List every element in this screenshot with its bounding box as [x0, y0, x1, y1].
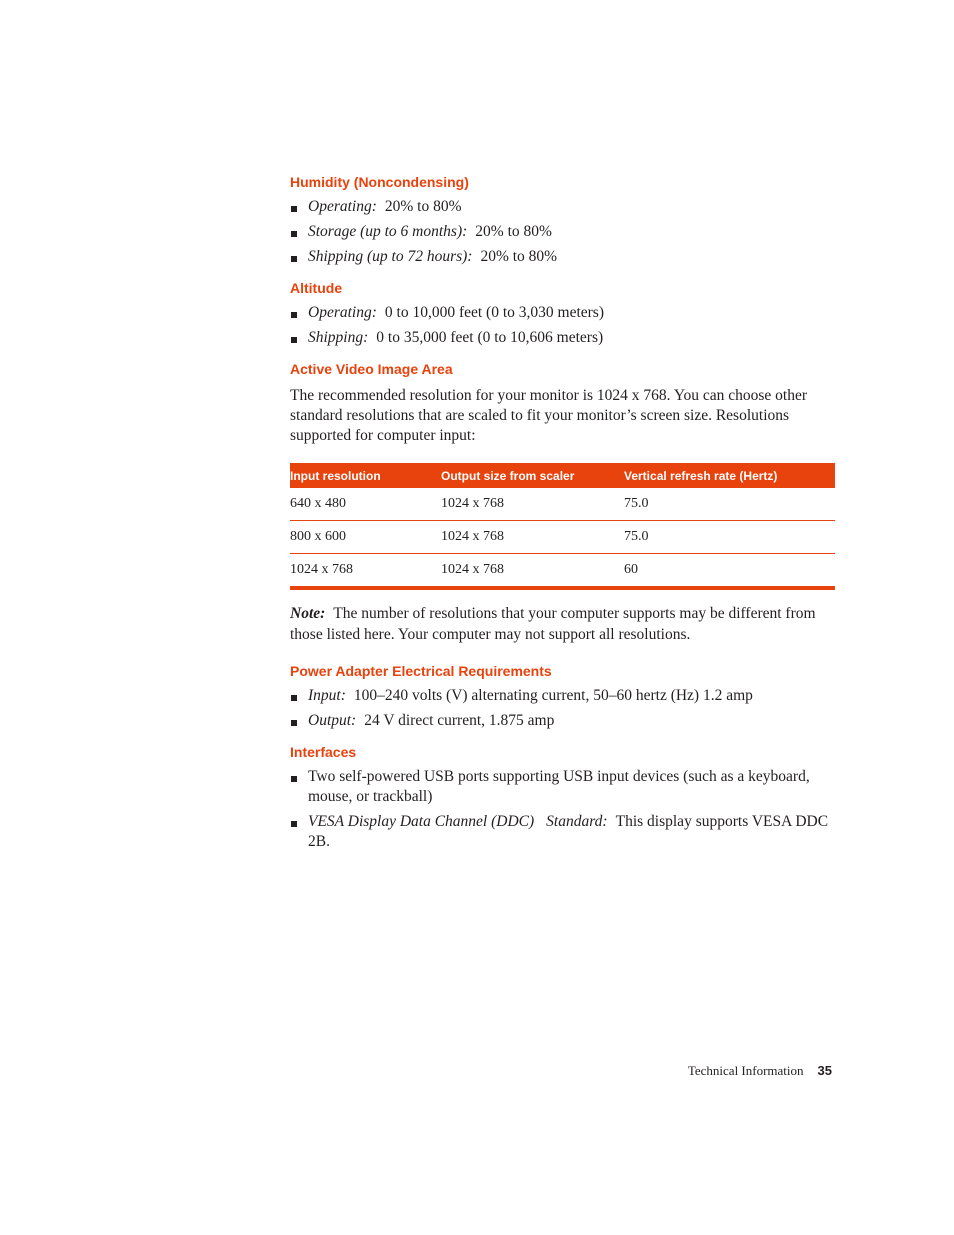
item-value: 24 V direct current, 1.875 amp	[364, 712, 555, 729]
item-value: 0 to 35,000 feet (0 to 10,606 meters)	[376, 329, 604, 346]
table-cell: 75.0	[624, 488, 835, 521]
note-text: The number of resolutions that your computer supports may be different from those listed here. Your computer may not support all resolutions.	[290, 605, 816, 643]
item-term: Shipping (up to 72 hours):	[308, 248, 473, 265]
humidity-list	[290, 197, 835, 267]
page-content	[290, 172, 835, 857]
item-term: Input:	[308, 687, 346, 704]
table-row	[290, 554, 835, 589]
item-term: Standard:	[546, 813, 608, 830]
page-number: 35	[817, 1063, 832, 1078]
table-cell: 640 x 480	[290, 488, 441, 521]
item-term: Storage (up to 6 months):	[308, 223, 468, 240]
item-value: 100–240 volts (V) alternating current, 50–60 hertz (Hz) 1.2 amp	[353, 687, 753, 704]
table-header-row	[290, 463, 835, 488]
bullet-square-icon	[291, 337, 297, 343]
table-cell: 75.0	[624, 521, 835, 554]
resolution-table	[290, 463, 835, 590]
list-item	[290, 767, 835, 807]
item-term: VESA Display Data Channel (DDC)	[308, 813, 535, 830]
bullet-square-icon	[291, 776, 297, 782]
bullet-square-icon	[291, 720, 297, 726]
bullet-square-icon	[291, 256, 297, 262]
list-item	[290, 812, 835, 852]
column-header: Input resolution	[290, 463, 441, 488]
note-label: Note:	[290, 605, 326, 622]
video-intro: The recommended resolution for your monitor is 1024 x 768. You can choose other standard resolutions that are scaled to fit your monitor’s screen size. Resolutions supported for computer input:	[290, 387, 808, 444]
item-term: Output:	[308, 712, 357, 729]
altitude-heading: Altitude	[290, 280, 343, 296]
bullet-square-icon	[291, 821, 297, 827]
list-item	[290, 711, 835, 731]
altitude-list	[290, 303, 835, 348]
item-value: 20% to 80%	[475, 223, 552, 240]
power-heading: Power Adapter Electrical Requirements	[290, 663, 552, 679]
table-row	[290, 488, 835, 521]
list-item	[290, 222, 835, 242]
interfaces-list	[290, 767, 835, 852]
bullet-square-icon	[291, 695, 297, 701]
table-cell: 1024 x 768	[441, 554, 624, 589]
item-term: Operating:	[308, 198, 377, 215]
column-header: Output size from scaler	[441, 463, 624, 488]
item-value: 20% to 80%	[384, 198, 462, 215]
table-cell: 60	[624, 554, 835, 589]
table-cell: 1024 x 768	[441, 488, 624, 521]
note-paragraph	[290, 603, 835, 645]
humidity-heading: Humidity (Noncondensing)	[290, 174, 469, 190]
item-value: 20% to 80%	[480, 248, 558, 265]
bullet-square-icon	[291, 231, 297, 237]
list-item	[290, 686, 835, 706]
item-text: Two self-powered USB ports supporting USB input devices (such as a keyboard, mouse, or trackball)	[308, 768, 810, 805]
video-heading: Active Video Image Area	[290, 361, 453, 377]
list-item	[290, 247, 835, 267]
item-term: Operating:	[308, 304, 377, 321]
column-header: Vertical refresh rate (Hertz)	[624, 463, 835, 488]
power-list	[290, 686, 835, 731]
list-item	[290, 328, 835, 348]
item-value: This display supports VESA DDC 2B.	[308, 813, 829, 850]
table-row	[290, 521, 835, 554]
list-item	[290, 197, 835, 217]
footer-section-title: Technical Information	[687, 1063, 804, 1078]
bullet-square-icon	[291, 312, 297, 318]
table-cell: 800 x 600	[290, 521, 441, 554]
bullet-square-icon	[291, 206, 297, 212]
item-term: Shipping:	[308, 329, 369, 346]
interfaces-heading: Interfaces	[290, 744, 357, 760]
item-value: 0 to 10,000 feet (0 to 3,030 meters)	[384, 304, 604, 321]
list-item	[290, 303, 835, 323]
page-footer	[688, 1063, 832, 1079]
table-cell: 1024 x 768	[441, 521, 624, 554]
table-cell: 1024 x 768	[290, 554, 441, 589]
